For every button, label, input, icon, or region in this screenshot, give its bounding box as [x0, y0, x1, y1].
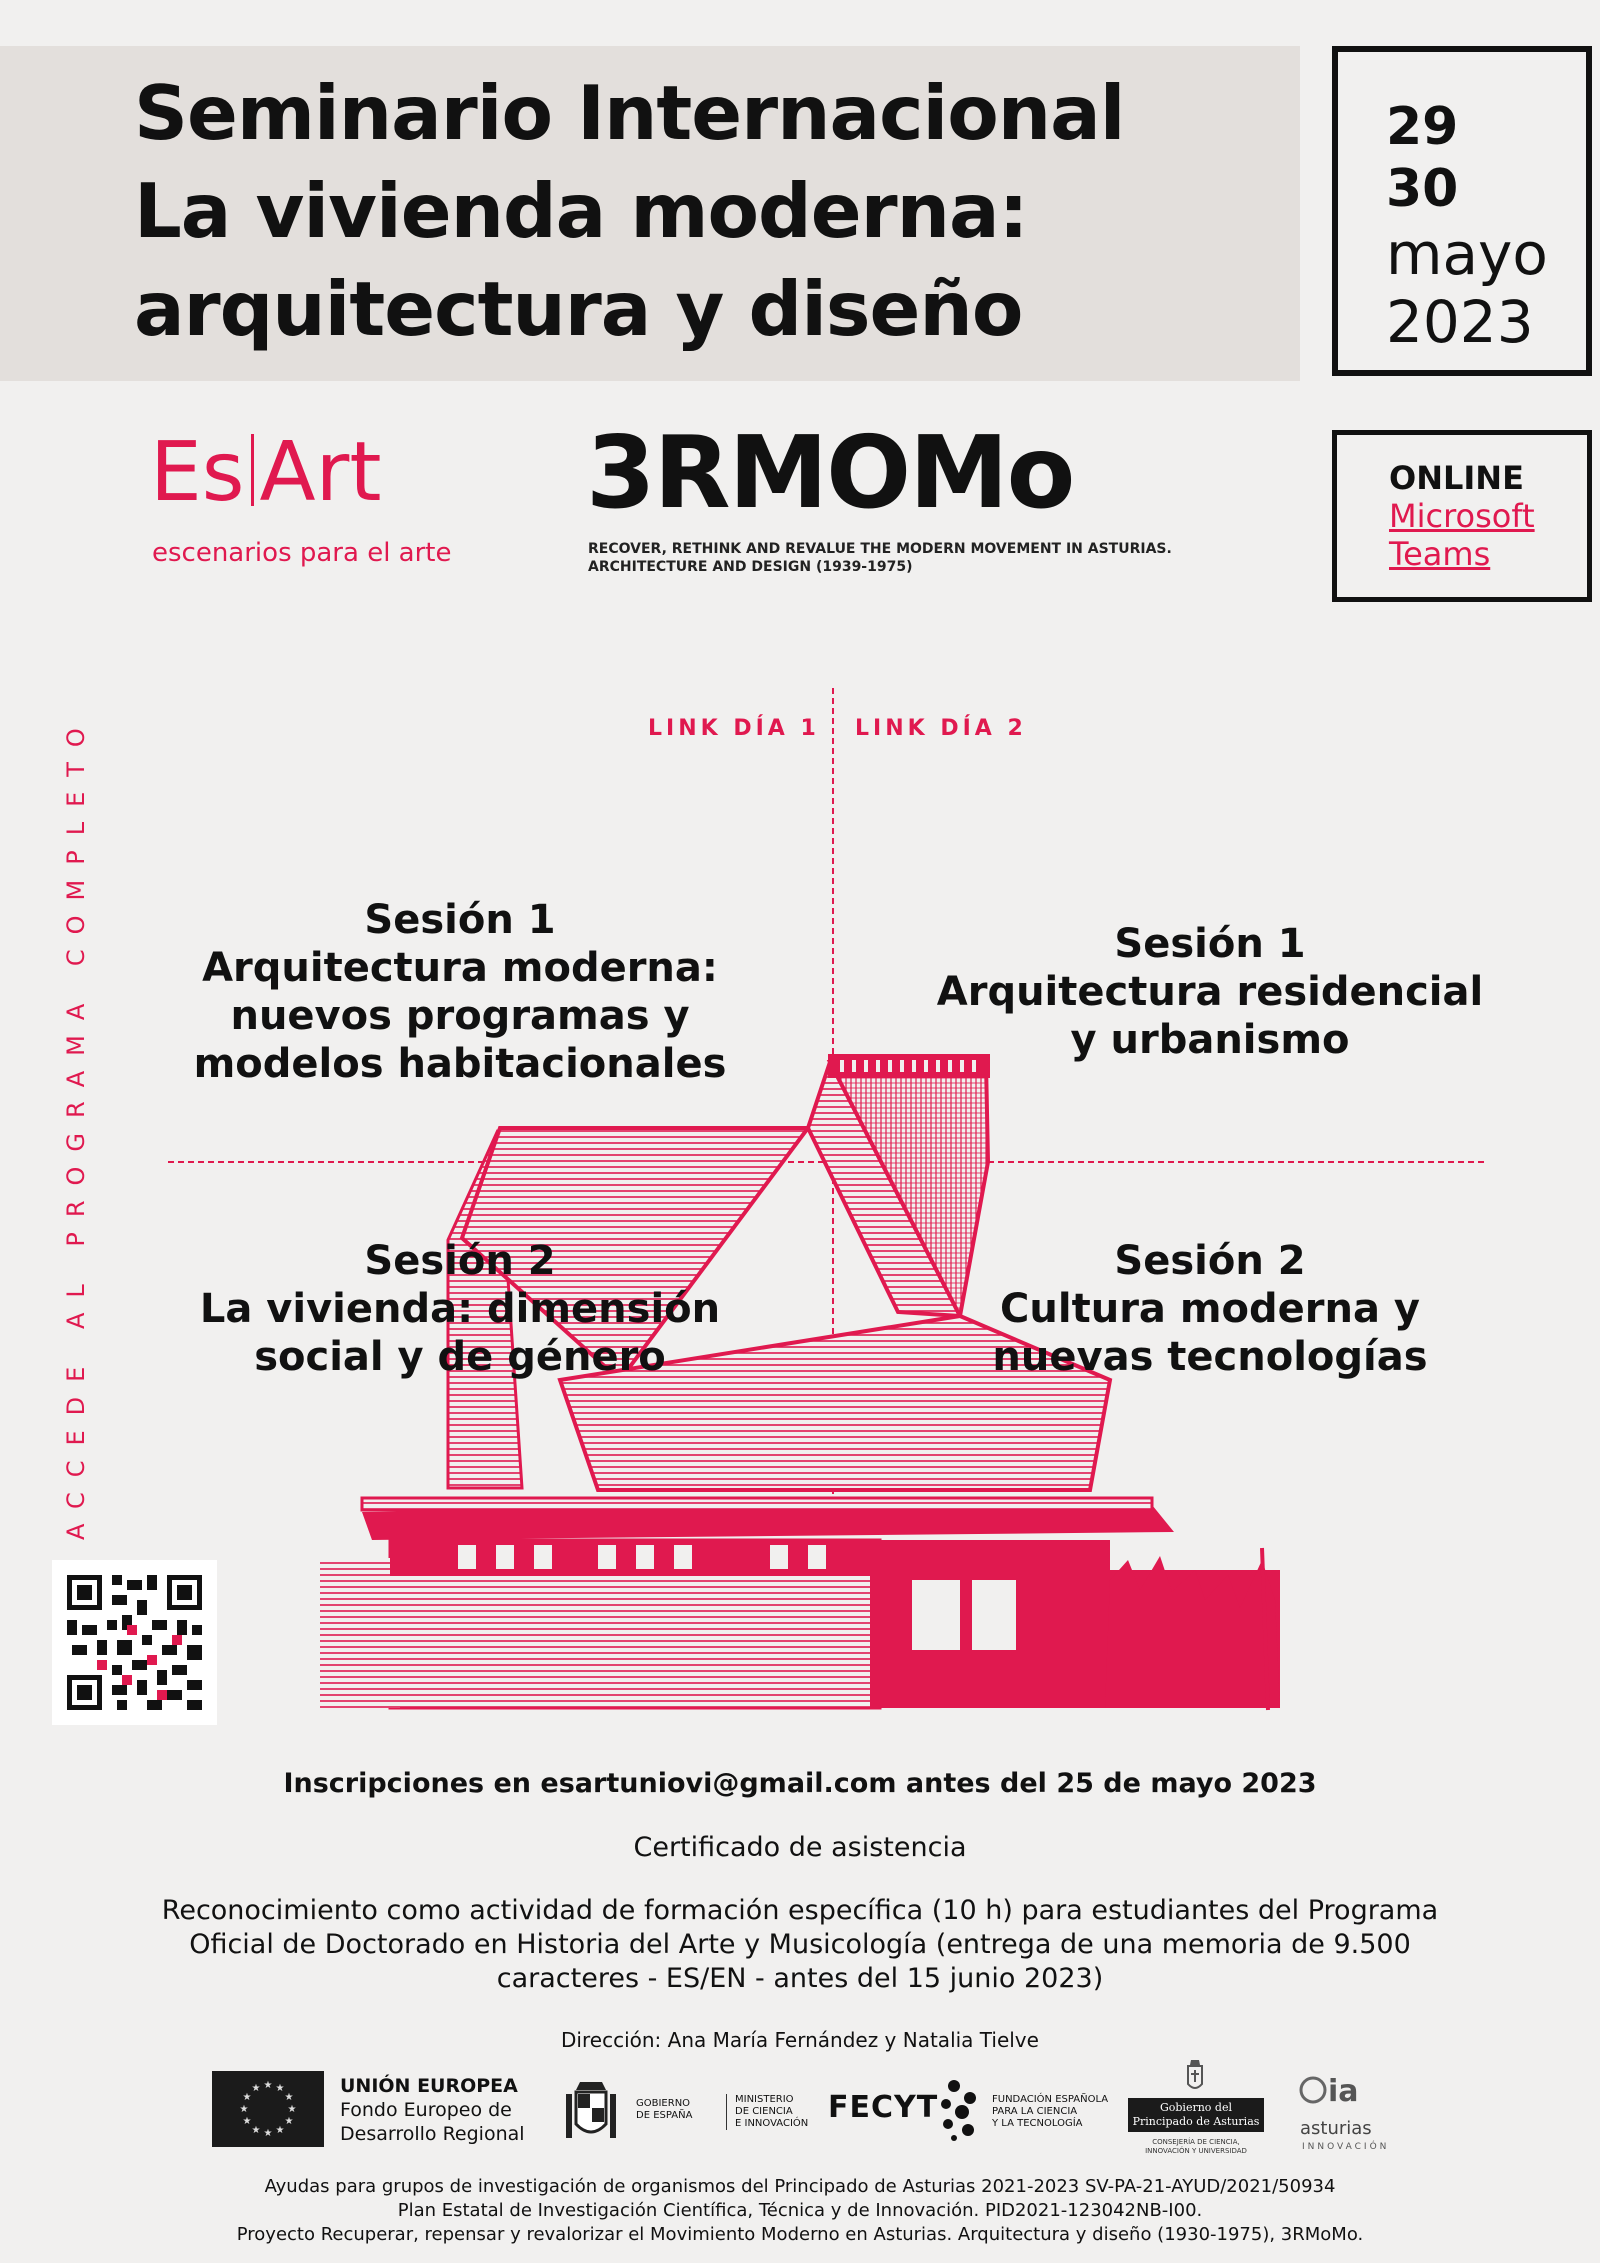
spain-crest-graphic: [562, 2078, 620, 2150]
fecyt-line-3: Y LA TECNOLOGÍA: [992, 2118, 1083, 2129]
certificate-info: Certificado de asistencia: [633, 1832, 967, 1863]
ministerio-text: [726, 2094, 808, 2130]
session-line: y urbanismo: [1070, 1017, 1350, 1063]
eu-title: UNIÓN EUROPEA: [340, 2075, 518, 2097]
fecyt-subtitle: [992, 2094, 1108, 2130]
session-line: Cultura moderna y: [1000, 1286, 1420, 1332]
date-day-2: 30: [1386, 159, 1459, 219]
svg-text:★: ★: [284, 2116, 294, 2127]
link-day-2[interactable]: LINK DÍA 2: [855, 716, 1027, 741]
fecyt-dots-icon: [934, 2078, 986, 2142]
session-line: modelos habitacionales: [193, 1041, 727, 1087]
svg-text:★: ★: [263, 2080, 273, 2091]
principado-logo: [1128, 2098, 1264, 2132]
principado-line-2: Principado de Asturias: [1132, 2115, 1260, 2128]
ia-asturias: asturias: [1300, 2118, 1372, 2139]
program-link[interactable]: ACCEDE AL PROGRAMA COMPLETO: [62, 713, 90, 1540]
asturias-crest-icon: [1184, 2060, 1206, 2094]
session-heading: Sesión 1: [1114, 921, 1306, 967]
esart-logo-left: Es: [150, 425, 245, 520]
session-heading: Sesión 2: [364, 1238, 556, 1284]
momo-tagline-line-2: ARCHITECTURE AND DESIGN (1939-1975): [588, 559, 913, 575]
gobierno-text: [636, 2098, 692, 2122]
ministerio-line-3: E INNOVACIÓN: [735, 2118, 809, 2129]
fecyt-logo: FECYT: [828, 2090, 939, 2125]
session-heading: Sesión 2: [1114, 1238, 1306, 1284]
session-line: social y de género: [254, 1334, 666, 1380]
gobierno-line-1: GOBIERNO: [636, 2098, 691, 2109]
ia-circle-icon: [1298, 2075, 1328, 2105]
online-label: ONLINE: [1389, 459, 1524, 497]
momo-tagline-line-1: RECOVER, RETHINK AND REVALUE THE MODERN MOVEMENT IN ASTURIAS.: [588, 541, 1172, 557]
session-day2-2: [920, 1237, 1500, 1381]
svg-text:★: ★: [275, 2125, 285, 2136]
svg-text:★: ★: [284, 2092, 294, 2103]
date-year: 2023: [1386, 288, 1534, 356]
gobierno-line-2: DE ESPAÑA: [636, 2110, 693, 2121]
asturias-crest-graphic: [1184, 2060, 1206, 2094]
consejeria-line-2: INNOVACIÓN Y UNIVERSIDAD: [1145, 2147, 1247, 2155]
recognition-info: [80, 1894, 1520, 1996]
ia-innovacion: INNOVACIÓN: [1302, 2142, 1390, 2152]
esart-tagline: escenarios para el arte: [152, 538, 452, 568]
fecyt-line-1: FUNDACIÓN ESPAÑOLA: [992, 2094, 1109, 2105]
title-line-2: La vivienda moderna:: [134, 167, 1028, 255]
eu-stars: [212, 2071, 324, 2147]
date-day-1: 29: [1386, 97, 1459, 157]
ministerio-line-1: MINISTERIO: [735, 2094, 794, 2105]
ia-text: ia: [1328, 2074, 1359, 2109]
svg-text:★: ★: [275, 2083, 285, 2094]
title-line-3: arquitectura y diseño: [134, 265, 1023, 353]
footer-line-3: Proyecto Recuperar, repensar y revalorizar el Movimiento Moderno en Asturias. Arquitectura y diseño (1930-1975), 3RMoMo.: [236, 2224, 1364, 2245]
fecyt-dots-graphic: [934, 2078, 986, 2142]
svg-text:★: ★: [242, 2092, 252, 2103]
eu-line-3: Desarrollo Regional: [340, 2123, 525, 2145]
registration-info: Inscripciones en esartuniovi@gmail.com antes del 25 de mayo 2023: [283, 1768, 1317, 1799]
teams-link-line-2[interactable]: Teams: [1389, 535, 1491, 573]
recognition-line-1: Reconocimiento como actividad de formación específica (10 h) para estudiantes del Programa: [161, 1895, 1439, 1926]
session-day1-2: [150, 1237, 770, 1381]
session-line: nuevos programas y: [230, 993, 690, 1039]
session-heading: Sesión 1: [364, 897, 556, 943]
session-line: Arquitectura residencial: [936, 969, 1484, 1015]
consejeria-line-1: CONSEJERÍA DE CIENCIA,: [1152, 2138, 1240, 2146]
svg-text:★: ★: [242, 2116, 252, 2127]
link-day-1[interactable]: LINK DÍA 1: [648, 716, 820, 741]
eu-text: [340, 2074, 525, 2146]
recognition-line-3: caracteres - ES/EN - antes del 15 junio 2023): [496, 1963, 1104, 1994]
spain-crest-icon: [562, 2078, 620, 2150]
eu-line-2: Fondo Europeo de: [340, 2099, 512, 2121]
session-day1-1: [150, 896, 770, 1088]
session-line: Arquitectura moderna:: [202, 945, 718, 991]
svg-text:★: ★: [251, 2083, 261, 2094]
esart-logo-right: Art: [259, 425, 382, 520]
momo-logo: 3RMOMo: [586, 414, 1074, 531]
title-line-1: Seminario Internacional: [134, 69, 1125, 157]
svg-text:★: ★: [251, 2125, 261, 2136]
svg-text:★: ★: [287, 2104, 297, 2115]
consejeria-text: [1128, 2138, 1264, 2156]
footer-line-2: Plan Estatal de Investigación Científica, Técnica y de Innovación. PID2021-123042NB-I00.: [397, 2200, 1203, 2221]
date-month: mayo: [1386, 220, 1548, 288]
svg-text:★: ★: [263, 2128, 273, 2139]
footer-line-1: Ayudas para grupos de investigación de organismos del Principado de Asturias 2021-2023 SV-PA-21-AYUD/2021/50934: [264, 2176, 1336, 2197]
session-day2-1: [920, 920, 1500, 1064]
fecyt-line-2: PARA LA CIENCIA: [992, 2106, 1078, 2117]
recognition-line-2: Oficial de Doctorado en Historia del Arte y Musicología (entrega de una memoria de 9.500: [189, 1929, 1411, 1960]
eu-flag-icon: [212, 2071, 324, 2147]
session-line: nuevas tecnologías: [992, 1334, 1428, 1380]
principado-line-1: Gobierno del: [1159, 2101, 1232, 2114]
svg-text:★: ★: [239, 2104, 249, 2115]
ia-logo: [1298, 2074, 1359, 2109]
ministerio-line-2: DE CIENCIA: [735, 2106, 793, 2117]
direction-info: Dirección: Ana María Fernández y Natalia Tielve: [561, 2028, 1039, 2052]
session-line: La vivienda: dimensión: [199, 1286, 721, 1332]
teams-link-line-1[interactable]: Microsoft: [1389, 497, 1535, 535]
